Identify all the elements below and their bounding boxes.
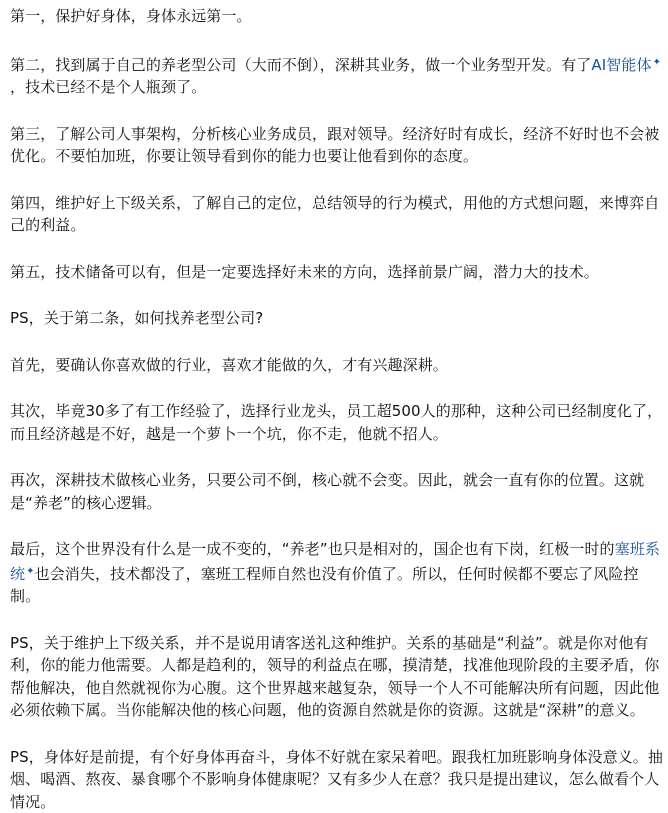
paragraph-secondly: 其次，毕竟30多了有工作经验了，选择行业龙头，员工超500人的那种，这种公司已经制度化了，而且经济越是不好，越是一个萝卜一个坑，你不走，他就不招人。 — [10, 400, 664, 445]
paragraph-ps-second-item: PS，关于第二条，如何找养老型公司? — [10, 307, 664, 330]
paragraph-ps-health: PS，身体好是前提，有个好身体再奋斗，身体不好就在家呆着吧。跟我杠加班影响身体没意义。抽烟、喝酒、熬夜、暴食哪个不影响身体健康呢？又有多少人在意？我只是提出建议，怎么做看个人情况。 — [10, 746, 664, 813]
paragraph-fifth: 第五，技术储备可以有，但是一定要选择好未来的方向，选择前景广阔，潜力大的技术。 — [10, 261, 664, 284]
paragraph-first: 第一，保护好身体，身体永远第一。 — [10, 5, 664, 28]
paragraph-finally-text-end: 也会消失，技术都没了，塞班工程师自然也没有价值了。所以，任何时候都不要忘了风险控制。 — [10, 565, 639, 606]
paragraph-third: 第三，了解公司人事架构，分析核心业务成员，跟对领导。经济好时有成长，经济不好时也不会被优化。不要怕加班，你要让领导看到你的能力也要让他看到你的态度。 — [10, 123, 664, 168]
paragraph-second — [10, 52, 664, 99]
paragraph-fourth: 第四，维护好上下级关系，了解自己的定位，总结领导的行为模式，用他的方式想问题，来博弈自己的利益。 — [10, 192, 664, 237]
sparkle-icon: ✦ — [26, 566, 34, 577]
paragraph-thirdly: 再次，深耕技术做核心业务，只要公司不倒，核心就不会变。因此，就会一直有你的位置。这就是“养老”的核心逻辑。 — [10, 469, 664, 514]
paragraph-finally-text: 最后，这个世界没有什么是一成不变的，“养老”也只是相对的，国企也有下岗，红极一时的 — [10, 540, 615, 558]
ai-agent-link[interactable]: AI智能体 — [591, 56, 651, 74]
paragraph-ps-relationship: PS，关于维护上下级关系，并不是说用请客送礼这种维护。关系的基础是“利益”。就是你对他有利，你的能力他需要。人都是趋利的，领导的利益点在哪，摸清楚，找准他现阶段的主要矛盾，你帮他解决，他自然就视你为心腹。这个世界越来越复杂，领导一个人不可能解决所有问题，因此他必须依赖下属。当你能解决他的核心问题，他的资源自然就是你的资源。这就是“深耕”的意义。 — [10, 632, 664, 722]
paragraph-second-text: 第二，找到属于自己的养老型公司（大而不倒），深耕其业务，做一个业务型开发。有了 — [10, 56, 591, 74]
symbian-link[interactable]: 塞班系统 — [10, 540, 660, 583]
paragraph-second-text-end: ，技术已经不是个人瓶颈了。 — [10, 78, 206, 96]
paragraph-firstly: 首先，要确认你喜欢做的行业，喜欢才能做的久，才有兴趣深耕。 — [10, 354, 664, 377]
paragraph-finally — [10, 538, 664, 608]
sparkle-icon: ✦ — [653, 57, 661, 68]
